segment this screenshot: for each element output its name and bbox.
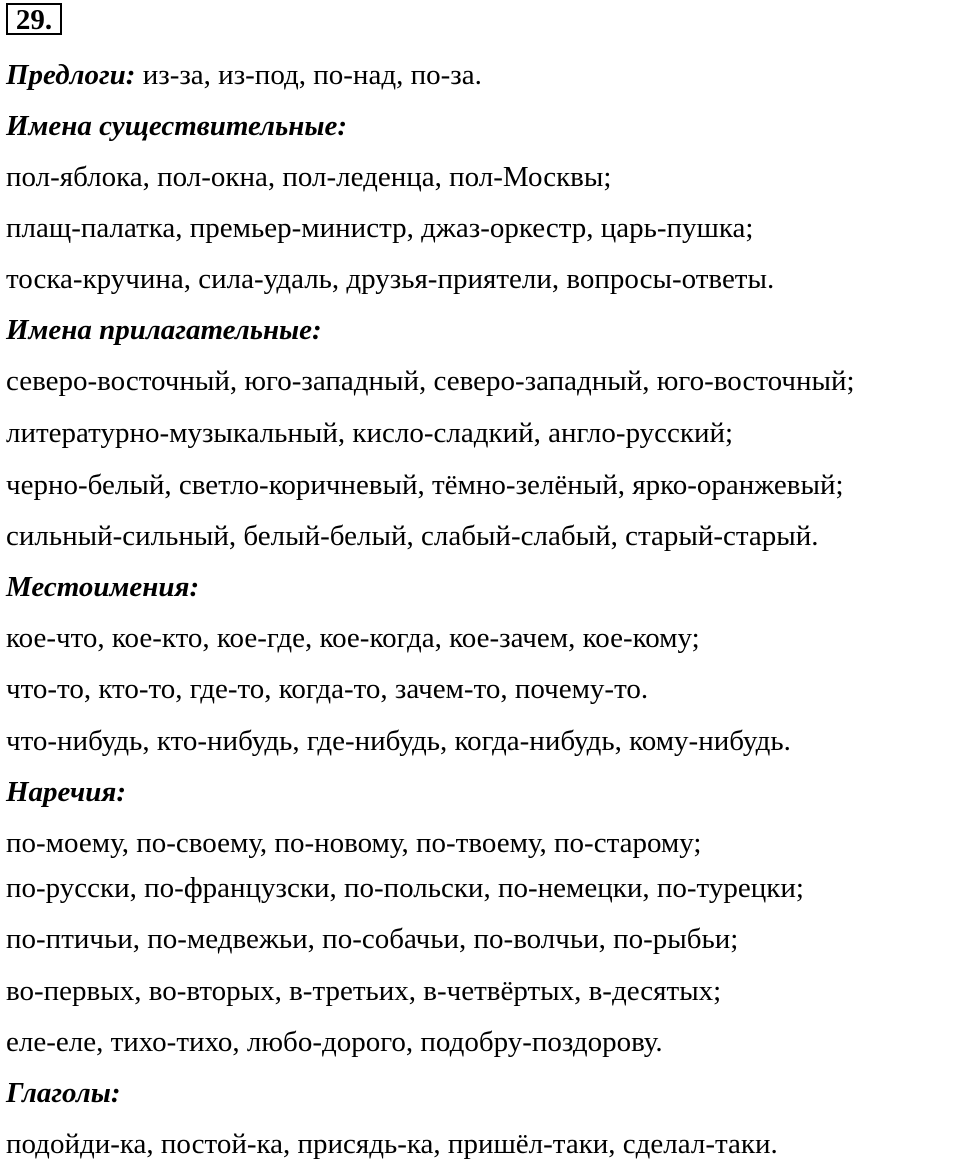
pronouns-line: кое-что, кое-кто, кое-где, кое-когда, кое-зачем, кое-кому; [6,622,700,654]
adjectives-line: северо-восточный, юго-западный, северо-западный, юго-восточный; [6,365,855,397]
adjectives-line: черно-белый, светло-коричневый, тёмно-зелёный, ярко-оранжевый; [6,469,844,501]
adverbs-line: по-моему, по-своему, по-новому, по-твоему, по-старому; [6,827,702,859]
nouns-line: тоска-кручина, сила-удаль, друзья-приятели, вопросы-ответы. [6,263,775,295]
adverbs-line: по-птичьи, по-медвежьи, по-собачьи, по-волчьи, по-рыбьи; [6,923,739,955]
adverbs-line: еле-еле, тихо-тихо, любо-дорого, подобру-поздорову. [6,1026,663,1058]
nouns-line: плащ-палатка, премьер-министр, джаз-оркестр, царь-пушка; [6,212,754,244]
pronouns-heading: Местоимения: [6,571,200,603]
adjectives-heading: Имена прилагательные: [6,314,322,346]
exercise-number: 29. [6,3,62,35]
verbs-line: подойди-ка, постой-ка, присядь-ка, пришёл-таки, сделал-таки. [6,1128,778,1160]
pronouns-line: что-то, кто-то, где-то, когда-то, зачем-то, почему-то. [6,673,649,705]
adverbs-line: по-русски, по-французски, по-польски, по-немецки, по-турецки; [6,872,804,904]
adjectives-line: сильный-сильный, белый-белый, слабый-слабый, старый-старый. [6,520,819,552]
nouns-line: пол-яблока, пол-окна, пол-леденца, пол-Москвы; [6,161,612,193]
nouns-heading: Имена существительные: [6,110,348,142]
pronouns-line: что-нибудь, кто-нибудь, где-нибудь, когда-нибудь, кому-нибудь. [6,725,791,757]
prepositions-label: Предлоги: [6,59,136,91]
adverbs-line: во-первых, во-вторых, в-третьих, в-четвёртых, в-десятых; [6,975,722,1007]
adverbs-heading: Наречия: [6,776,126,808]
verbs-heading: Глаголы: [6,1077,121,1109]
prepositions-line [6,58,482,92]
prepositions-text: из-за, из-под, по-над, по-за. [135,59,482,91]
adjectives-line: литературно-музыкальный, кисло-сладкий, англо-русский; [6,417,734,449]
